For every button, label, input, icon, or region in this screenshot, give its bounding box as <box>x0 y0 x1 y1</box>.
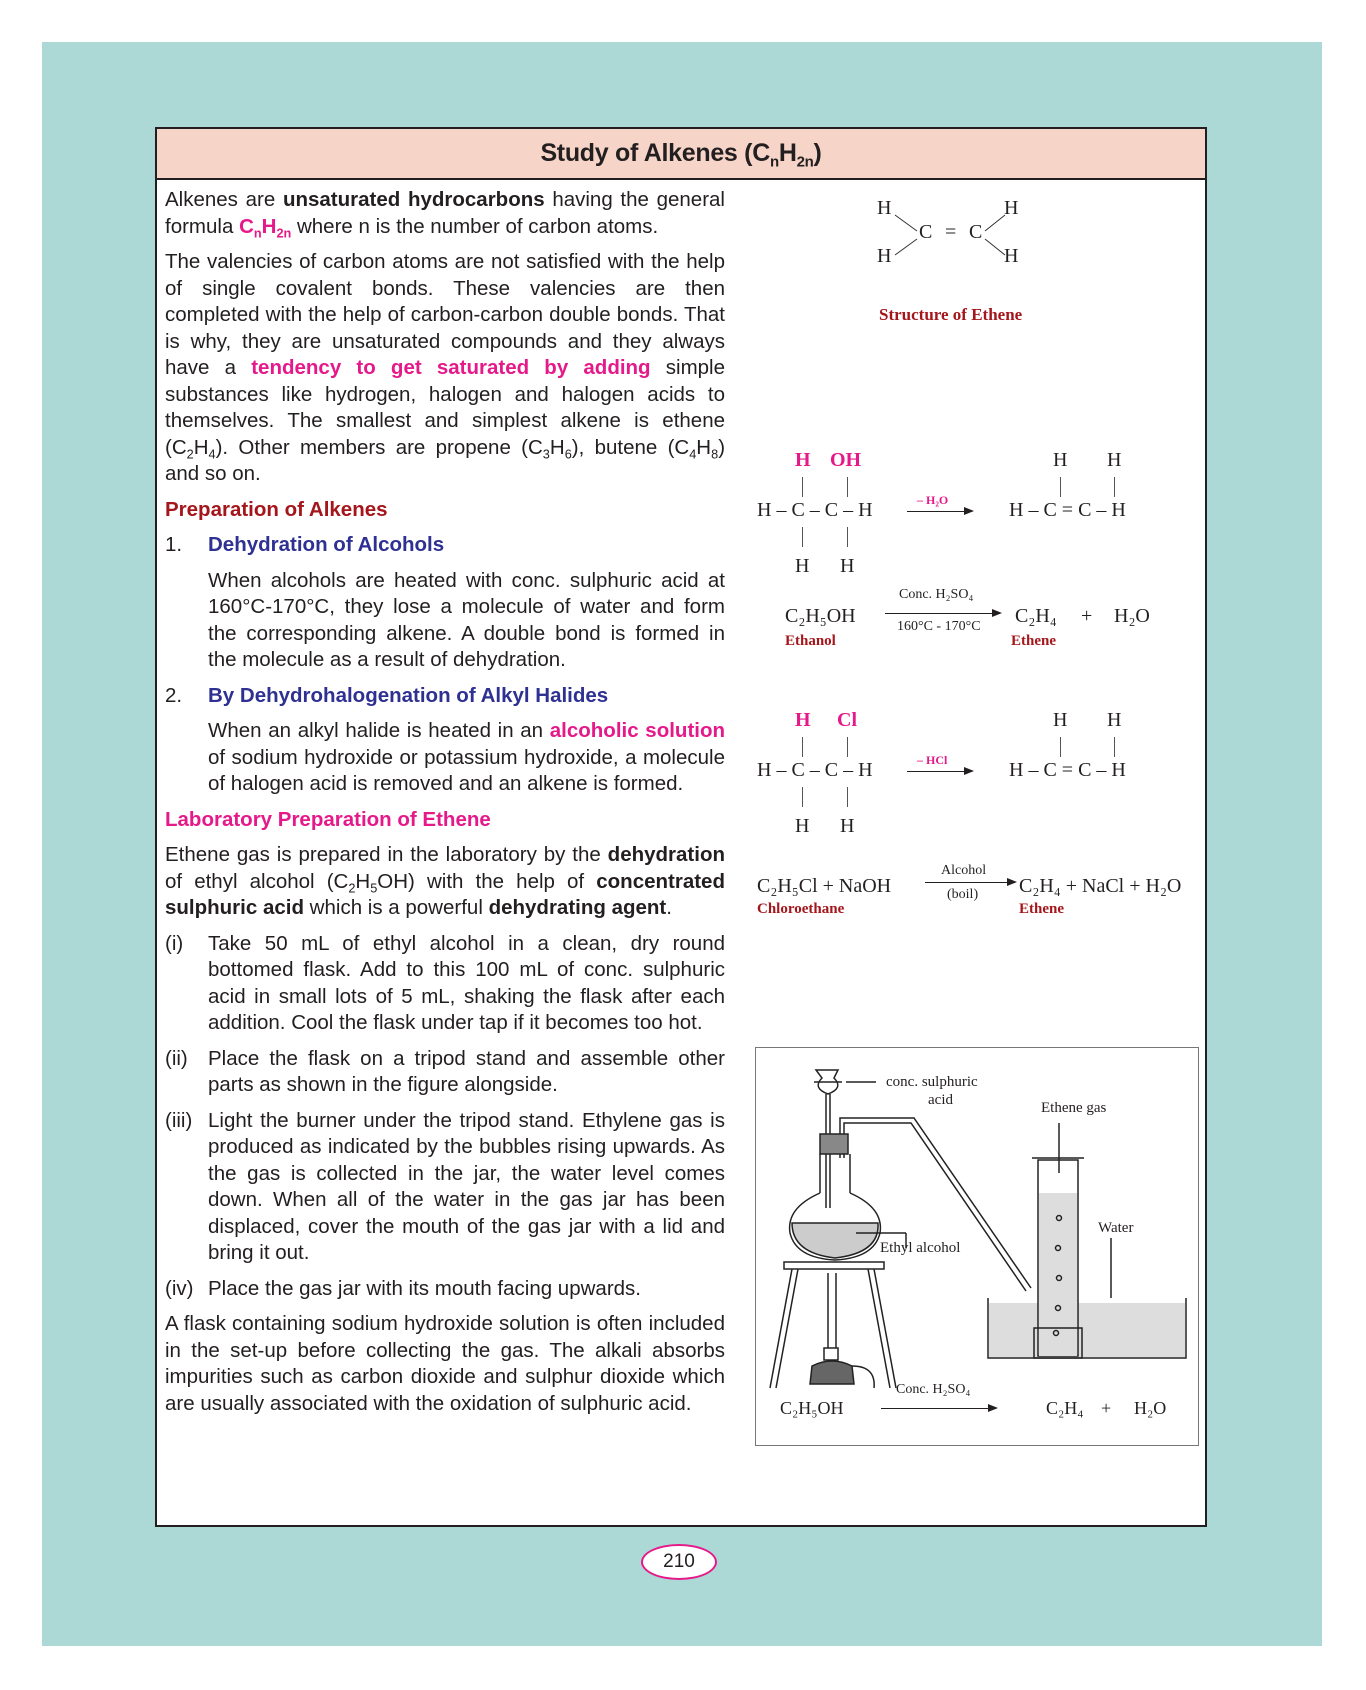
reactant-chain: H – C – C – H <box>757 499 873 521</box>
atom-h: H <box>1107 709 1122 731</box>
apparatus-figure <box>755 1047 1199 1446</box>
figure-eq-reactant: C₂H₅OH <box>780 1398 844 1418</box>
page-number: 210 <box>641 1544 717 1580</box>
label-conc-sulphuric-acid: conc. sulphuric <box>886 1074 978 1090</box>
reaction-arrow-icon <box>885 613 1000 614</box>
reaction-arrow-icon <box>881 1408 996 1409</box>
eq-reactant: C₂H₅Cl + NaOH <box>757 875 892 897</box>
atom-h: H <box>840 555 855 577</box>
atom-c: C <box>969 221 983 243</box>
plus-sign: + <box>1081 605 1093 627</box>
eq-product-name: Ethene <box>1019 901 1064 917</box>
highlight-h: H <box>795 449 811 471</box>
method-2-title: 2. By Dehydrohalogenation of Alkyl Halides <box>165 683 609 707</box>
eq-product: C₂H₄ <box>1015 605 1057 627</box>
figure-eq-product: C₂H₄ <box>1046 1398 1084 1418</box>
page-title: Study of Alkenes $(C_nH_{2n})$ <box>540 139 822 171</box>
label-water: Water <box>1098 1220 1134 1236</box>
method-1-title: 1. Dehydration of Alcohols <box>165 533 445 556</box>
figure-eq-condition: Conc. H₂SO₄ <box>896 1382 971 1397</box>
product-chain: H – C = C – H <box>1009 759 1126 781</box>
lab-step: (iv) Place the gas jar with its mouth facing upwards. <box>165 1276 641 1300</box>
atom-c: C <box>919 221 933 243</box>
label-acid: acid <box>928 1092 953 1108</box>
atom-h: H <box>1107 449 1122 471</box>
lab-heading: Laboratory Preparation of Ethene <box>165 807 491 831</box>
atom-h: H <box>877 197 892 219</box>
reactant-chain: H – C – C – H <box>757 759 873 781</box>
highlight-oh: OH <box>830 449 862 471</box>
lab-step: (ii) Place the flask on a tripod stand and assemble other parts as shown in the figure alongside. <box>165 1046 725 1096</box>
title-bar <box>157 129 1205 180</box>
method-2-body: When an alkyl halide is heated in an alcoholic solution of sodium hydroxide or potassium hydroxide, a molecule of halogen acid is removed and an alkene is formed. <box>208 719 726 795</box>
reaction-arrow-icon <box>907 511 972 512</box>
apparatus-drawing-icon <box>756 1048 1198 1445</box>
lab-step: (i) Take 50 mL of ethyl alcohol in a clean, dry round bottomed flask. Add to this 100 mL of conc. sulphuric acid in small lots of 5 mL, shaking the flask after each addition. Cool the flask under tap if it becomes too hot. <box>165 931 725 1034</box>
condition-below: 160°C - 170°C <box>897 619 981 634</box>
eq-reactant-name: Chloroethane <box>757 901 845 917</box>
intro-paragraph-1: Alkenes are unsaturated hydrocarbons having the general formula $C_nH_{2n}$ where n is the number of carbon atoms. <box>165 188 725 240</box>
condition-below: (boil) <box>947 887 979 902</box>
highlight-cl: Cl <box>837 709 857 731</box>
method-1-body: When alcohols are heated with conc. sulphuric acid at 160°C-170°C, they lose a molecule of water and form the corresponding alkene. A double bond is formed in the molecule as a result of dehydration. <box>208 568 725 671</box>
arrow-label: – H₂O <box>917 493 949 507</box>
arrow-label: – HCl <box>917 753 948 767</box>
condition-above: Alcohol <box>941 863 987 878</box>
structure-caption: Structure of Ethene <box>879 305 1023 324</box>
eq-reactant-name: Ethanol <box>785 633 836 649</box>
plus-sign: + <box>1101 1398 1112 1418</box>
reaction-arrow-icon <box>907 771 972 772</box>
figure-eq-water: H₂O <box>1134 1398 1167 1418</box>
reaction-arrow-icon <box>925 882 1015 883</box>
eq-water: H₂O <box>1114 605 1150 627</box>
atom-h: H <box>1053 449 1068 471</box>
highlight-h: H <box>795 709 811 731</box>
eq-reactant: C₂H₅OH <box>785 605 856 627</box>
atom-h: H <box>1053 709 1068 731</box>
preparation-heading: Preparation of Alkenes <box>165 497 388 521</box>
double-bond: = <box>945 221 957 243</box>
product-chain: H – C = C – H <box>1009 499 1126 521</box>
atom-h: H <box>795 815 810 837</box>
content-box <box>155 127 1207 1527</box>
condition-above: Conc. H₂SO₄ <box>899 587 974 602</box>
lab-closing: A flask containing sodium hydroxide solution is often included in the set-up before collecting the gas. The alkali absorbs impurities such as carbon dioxide and sulphur dioxide which are usually associated with the oxidation of sulphuric acid. <box>165 1312 725 1415</box>
atom-h: H <box>1004 197 1019 219</box>
label-ethene-gas: Ethene gas <box>1041 1100 1107 1116</box>
label-ethyl-alcohol: Ethyl alcohol <box>880 1240 961 1256</box>
eq-product: C₂H₄ + NaCl + H₂O <box>1019 875 1182 897</box>
left-column <box>165 187 725 1426</box>
intro-paragraph-2: The valencies of carbon atoms are not satisfied with the help of single covalent bonds. These valencies are then completed with the help of carbon-carbon double bonds. That is why, they are unsaturated compounds and they always have a tendency to get saturated by adding simple substances like hydrogen, halogen and halogen acids to themselves. The smallest and simplest alkene is ethene $(C_2H_4)$. Other members are propene $(C_3H_6)$, butene $(C_4H_8)$ and so on. <box>165 250 726 485</box>
atom-h: H <box>1004 245 1019 267</box>
atom-h: H <box>840 815 855 837</box>
bond-lines <box>887 207 1017 267</box>
atom-h: H <box>877 245 892 267</box>
atom-h: H <box>795 555 810 577</box>
eq-product-name: Ethene <box>1011 633 1056 649</box>
lab-step: (iii) Light the burner under the tripod stand. Ethylene gas is produced as indicated by the bubbles rising upwards. As the gas is collected in the jar, the water level comes down. When all of the water in the gas jar has been displaced, cover the mouth of the gas jar with a lid and bring it out. <box>165 1108 725 1264</box>
lab-intro: Ethene gas is prepared in the laboratory by the dehydration of ethyl alcohol $(C_2H_5OH)$ with the help of concentrated sulphuric acid which is a powerful dehydrating agent. <box>165 843 725 919</box>
